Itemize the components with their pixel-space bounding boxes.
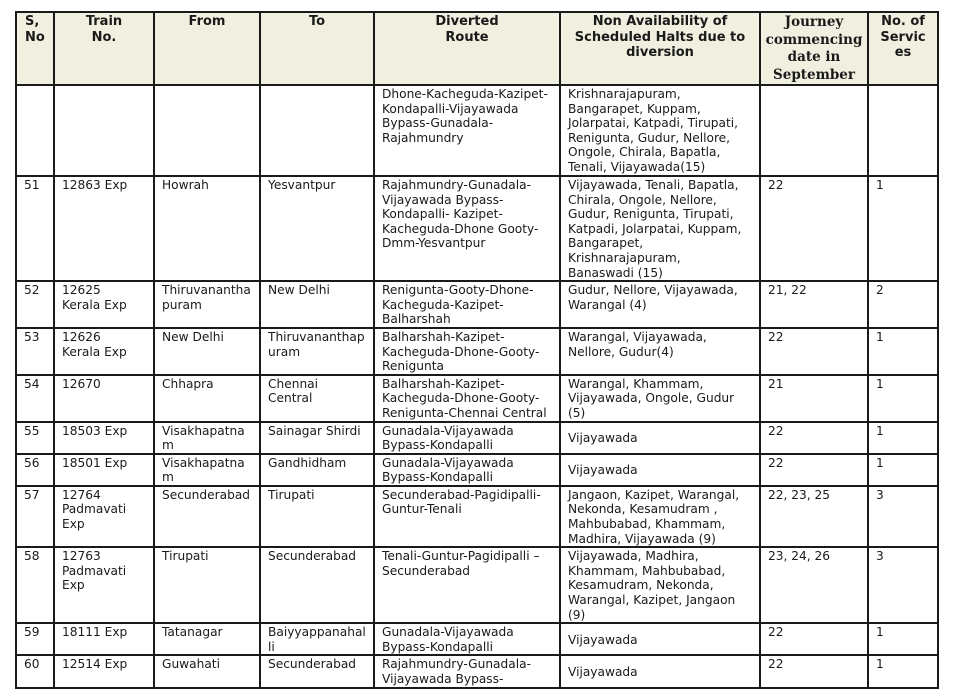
header-to: To [260, 12, 374, 85]
cell-from: Chhapra [154, 375, 260, 422]
cell-train-no: 12763 Padmavati Exp [54, 547, 154, 623]
cell-from: Tatanagar [154, 623, 260, 655]
cell-to: Secunderabad [260, 547, 374, 623]
cell-halts: Vijayawada, Madhira, Khammam, Mahbubabad, Kesamudram, Nekonda, Warangal, Kazipet, Jangaon (9) [560, 547, 760, 623]
cell-to: Yesvantpur [260, 176, 374, 281]
header-halts: Non Availability of Scheduled Halts due to diversion [560, 12, 760, 85]
cell-services [868, 85, 938, 176]
cell-diverted-route: Tenali-Guntur-Pagidipalli – Secunderabad [374, 547, 560, 623]
table-row [16, 486, 938, 547]
cell-train-no [54, 85, 154, 176]
cell-from: Howrah [154, 176, 260, 281]
table-row [16, 454, 938, 486]
cell-diverted-route: Balharshah-Kazipet- Kacheguda-Dhone-Gooty- Renigunta-Chennai Central [374, 375, 560, 422]
cell-services: 1 [868, 328, 938, 375]
cell-journey-date: 22 [760, 176, 868, 281]
cell-train-no: 12625 Kerala Exp [54, 281, 154, 328]
cell-halts: Vijayawada, Tenali, Bapatla, Chirala, Ongole, Nellore, Gudur, Renigunta, Tirupati, Katpadi, Jolarpatai, Kuppam, Bangarapet, Krishnarajapuram, Banaswadi (15) [560, 176, 760, 281]
train-diversion-table [15, 11, 939, 689]
cell-journey-date: 21 [760, 375, 868, 422]
cell-diverted-route: Gunadala-Vijayawada Bypass-Kondapalli [374, 454, 560, 486]
cell-halts: Vijayawada [560, 623, 760, 655]
cell-diverted-route: Dhone-Kacheguda-Kazipet- Kondapalli-Vijayawada Bypass-Gunadala- Rajahmundry [374, 85, 560, 176]
cell-to: Secunderabad [260, 655, 374, 687]
cell-to: Thiruvananthap uram [260, 328, 374, 375]
cell-halts: Jangaon, Kazipet, Warangal, Nekonda, Kesamudram , Mahbubabad, Khammam, Madhira, Vijayawada (9) [560, 486, 760, 547]
cell-halts: Warangal, Vijayawada, Nellore, Gudur(4) [560, 328, 760, 375]
cell-journey-date: 22 [760, 422, 868, 454]
cell-services: 3 [868, 547, 938, 623]
cell-train-no: 12514 Exp [54, 655, 154, 687]
diversion-table-page [15, 11, 939, 689]
header-services: No. of Servic es [868, 12, 938, 85]
cell-journey-date: 22, 23, 25 [760, 486, 868, 547]
cell-from: Thiruvanantha puram [154, 281, 260, 328]
cell-diverted-route: Secunderabad-Pagidipalli- Guntur-Tenali [374, 486, 560, 547]
cell-halts: Krishnarajapuram, Bangarapet, Kuppam, Jolarpatai, Katpadi, Tirupati, Renigunta, Gudur, Nellore, Ongole, Chirala, Bapatla, Tenali, Vijayawada(15) [560, 85, 760, 176]
cell-services: 2 [868, 281, 938, 328]
cell-journey-date [760, 85, 868, 176]
cell-sno: 53 [16, 328, 54, 375]
table-row [16, 547, 938, 623]
cell-journey-date: 22 [760, 623, 868, 655]
cell-diverted-route: Rajahmundry-Gunadala- Vijayawada Bypass- Kondapalli- Kazipet- Kacheguda-Dhone Gooty- Dmm-Yesvantpur [374, 176, 560, 281]
table-row [16, 176, 938, 281]
header-sno: S, No [16, 12, 54, 85]
cell-from: New Delhi [154, 328, 260, 375]
cell-halts: Gudur, Nellore, Vijayawada, Warangal (4) [560, 281, 760, 328]
header-diverted-route: Diverted Route [374, 12, 560, 85]
cell-train-no: 12863 Exp [54, 176, 154, 281]
cell-from: Secunderabad [154, 486, 260, 547]
cell-to: Sainagar Shirdi [260, 422, 374, 454]
cell-train-no: 12670 [54, 375, 154, 422]
cell-from [154, 85, 260, 176]
cell-sno [16, 85, 54, 176]
cell-services: 1 [868, 623, 938, 655]
cell-to: Chennai Central [260, 375, 374, 422]
cell-sno: 55 [16, 422, 54, 454]
cell-from: Guwahati [154, 655, 260, 687]
cell-sno: 58 [16, 547, 54, 623]
cell-services: 1 [868, 454, 938, 486]
header-row [16, 12, 938, 85]
table-row [16, 623, 938, 655]
cell-services: 1 [868, 422, 938, 454]
cell-to: Tirupati [260, 486, 374, 547]
cell-train-no: 12764 Padmavati Exp [54, 486, 154, 547]
cell-journey-date: 23, 24, 26 [760, 547, 868, 623]
cell-train-no: 18501 Exp [54, 454, 154, 486]
cell-services: 1 [868, 176, 938, 281]
cell-halts: Vijayawada [560, 454, 760, 486]
cell-from: Visakhapatna m [154, 454, 260, 486]
header-journey-date: Journey commencing date in September [760, 12, 868, 85]
cell-diverted-route: Renigunta-Gooty-Dhone- Kacheguda-Kazipet- Balharshah [374, 281, 560, 328]
cell-sno: 60 [16, 655, 54, 687]
cell-sno: 57 [16, 486, 54, 547]
cell-diverted-route: Gunadala-Vijayawada Bypass-Kondapalli [374, 422, 560, 454]
header-from: From [154, 12, 260, 85]
cell-to [260, 85, 374, 176]
cell-sno: 59 [16, 623, 54, 655]
cell-to: Baiyyappanahal li [260, 623, 374, 655]
cell-halts: Vijayawada [560, 655, 760, 687]
table-row [16, 281, 938, 328]
cell-services: 3 [868, 486, 938, 547]
cell-from: Tirupati [154, 547, 260, 623]
header-train-no: Train No. [54, 12, 154, 85]
cell-services: 1 [868, 375, 938, 422]
cell-sno: 56 [16, 454, 54, 486]
cell-train-no: 18111 Exp [54, 623, 154, 655]
cell-to: Gandhidham [260, 454, 374, 486]
cell-halts: Warangal, Khammam, Vijayawada, Ongole, Gudur (5) [560, 375, 760, 422]
cell-sno: 54 [16, 375, 54, 422]
cell-train-no: 12626 Kerala Exp [54, 328, 154, 375]
cell-to: New Delhi [260, 281, 374, 328]
cell-journey-date: 22 [760, 454, 868, 486]
cell-diverted-route: Gunadala-Vijayawada Bypass-Kondapalli [374, 623, 560, 655]
cell-diverted-route: Rajahmundry-Gunadala- Vijayawada Bypass- [374, 655, 560, 687]
cell-services: 1 [868, 655, 938, 687]
table-row [16, 375, 938, 422]
table-row [16, 422, 938, 454]
cell-journey-date: 22 [760, 655, 868, 687]
cell-journey-date: 21, 22 [760, 281, 868, 328]
cell-diverted-route: Balharshah-Kazipet- Kacheguda-Dhone-Gooty- Renigunta [374, 328, 560, 375]
cell-sno: 52 [16, 281, 54, 328]
cell-train-no: 18503 Exp [54, 422, 154, 454]
cell-halts: Vijayawada [560, 422, 760, 454]
table-row [16, 328, 938, 375]
cell-from: Visakhapatna m [154, 422, 260, 454]
cell-sno: 51 [16, 176, 54, 281]
cell-journey-date: 22 [760, 328, 868, 375]
table-row [16, 85, 938, 176]
table-body [16, 85, 938, 688]
